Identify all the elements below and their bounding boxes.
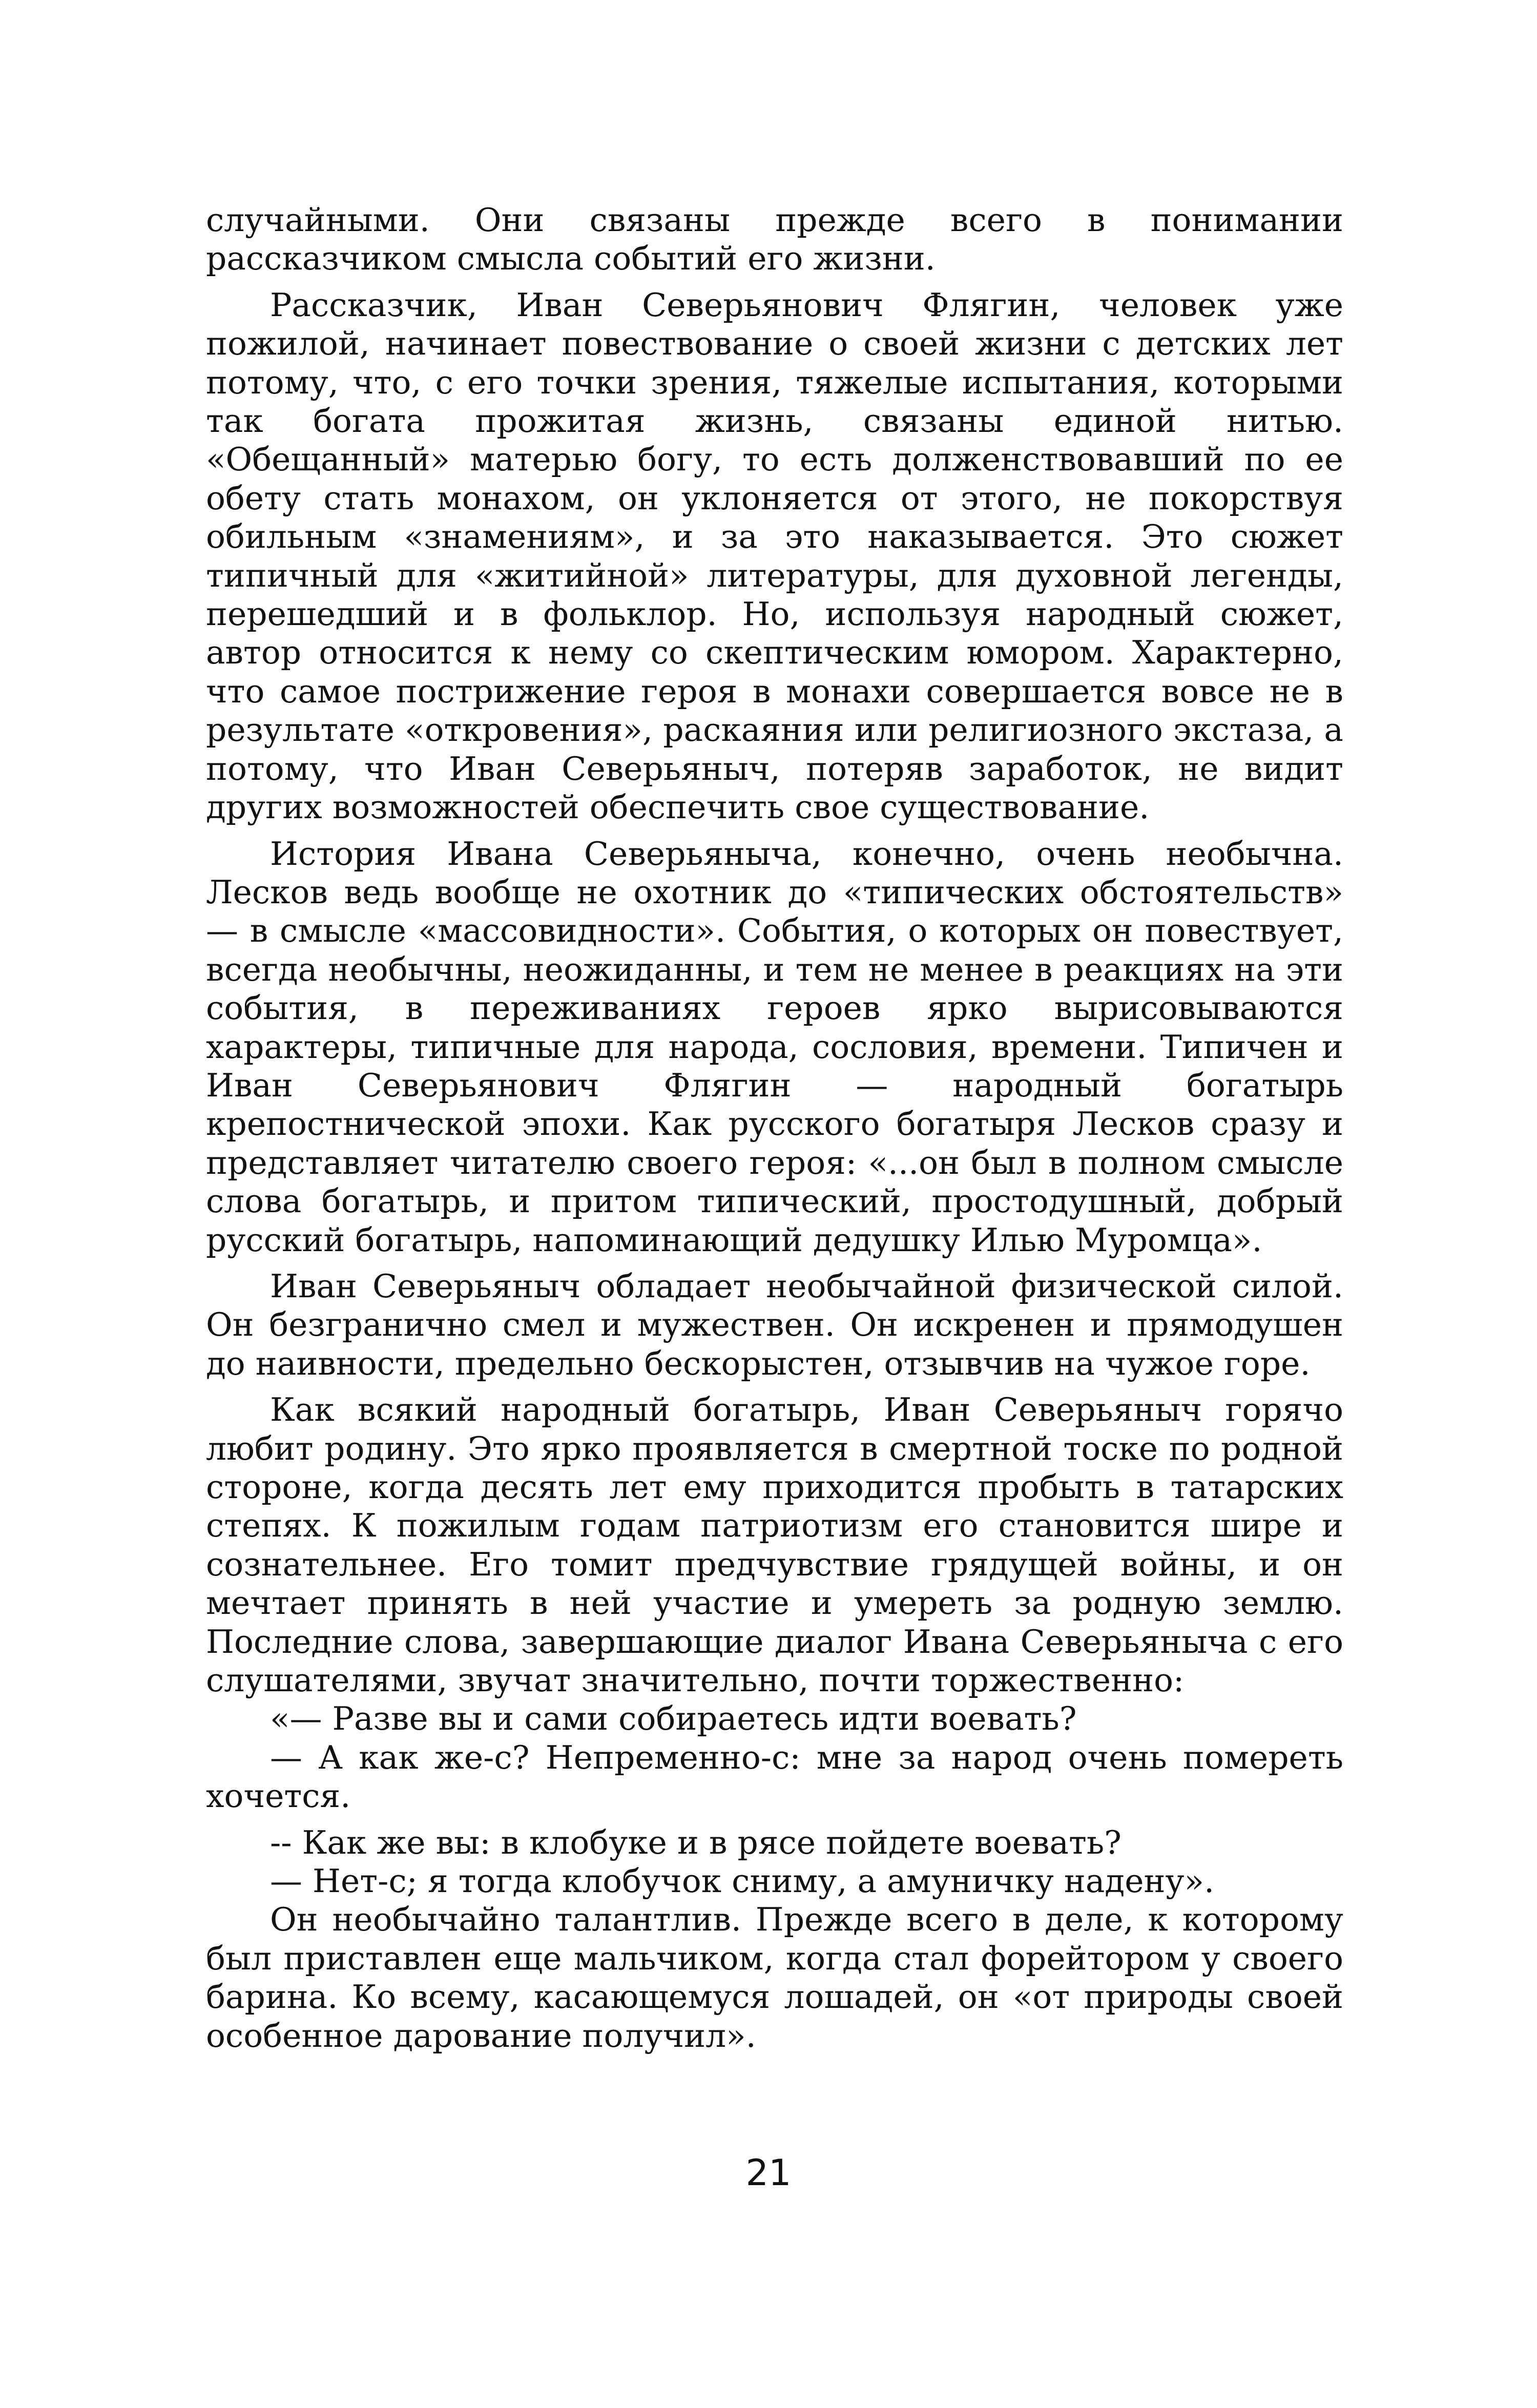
dialog-line: — Нет-с; я тогда клобучок сниму, а амуничку надену». bbox=[270, 1862, 1215, 1900]
dialog-line: -- Как же вы: в клобуке и в рясе пойдете воевать? bbox=[270, 1823, 1121, 1861]
page-number: 21 bbox=[745, 2152, 792, 2194]
paragraph: Рассказчик, Иван Северьянович Флягин, человек уже пожилой, начинает повествование о своей жизни с детских лет потому, что, с его точки зрения, тяжелые испытания, которыми так богата прожитая жизнь, связаны единой нитью. «Обещанный» матерью богу, то есть долженствовавший по ее обету стать монахом, он уклоняется от этого, не покорствуя обильным «знамениям», и за это наказывается. Это сюжет типичный для «житийной» литературы, для духовной легенды, перешедший и в фольклор. Но, используя народный сюжет, автор относится к нему со скептическим юмором. Характерно, что самое пострижение героя в монахи совершается вовсе не в результате «откровения», раскаяния или религиозного экстаза, а потому, что Иван Северьяныч, потеряв заработок, не видит других возможностей обеспечить свое существование. bbox=[206, 286, 1343, 826]
paragraph: Иван Северьяныч обладает необычайной физической силой. Он безгранично смел и мужествен. Он искренен и прямодушен до наивности, предельно бескорыстен, отзывчив на чужое горе. bbox=[206, 1267, 1343, 1382]
dialog-line: «— Разве вы и сами собираетесь идти воевать? bbox=[270, 1700, 1077, 1738]
paragraph: Он необычайно талантлив. Прежде всего в деле, к которому был приставлен еще мальчиком, когда стал форейтором у своего барина. Ко всему, касающемуся лошадей, он «от природы своей особенное дарование получил». bbox=[206, 1901, 1343, 2054]
paragraph: История Ивана Северьяныча, конечно, очень необычна. Лесков ведь вообще не охотник до «типических обстоятельств» — в смысле «массовидности». События, о которых он повествует, всегда необычны, неожиданны, и тем не менее в реакциях на эти события, в переживаниях героев ярко вырисовываются характеры, типичные для народа, сословия, времени. Типичен и Иван Северьянович Флягин — народный богатырь крепостнической эпохи. Как русского богатыря Лесков сразу и представляет читателю своего героя: «...он был в полном смысле слова богатырь, и притом типический, простодушный, добрый русский богатырь, напоминающий дедушку Илью Муромца». bbox=[206, 835, 1343, 1259]
page-text bbox=[206, 201, 1343, 2063]
dialog-line: — А как же-с? Непременно-с: мне за народ очень помереть хочется. bbox=[206, 1738, 1343, 1815]
paragraph: Как всякий народный богатырь, Иван Северьяныч горячо любит родину. Это ярко проявляется в смертной тоске по родной стороне, когда десять лет ему приходится пробыть в татарских степях. К пожилым годам патриотизм его становится шире и сознательнее. Его томит предчувствие грядущей войны, и он мечтает принять в ней участие и умереть за родную землю. Последние слова, завершающие диалог Ивана Северьяныча с его слушателями, звучат значительно, почти торжественно: bbox=[206, 1391, 1343, 1699]
paragraph: случайными. Они связаны прежде всего в понимании рассказчиком смысла событий его жизни. bbox=[206, 201, 1343, 278]
